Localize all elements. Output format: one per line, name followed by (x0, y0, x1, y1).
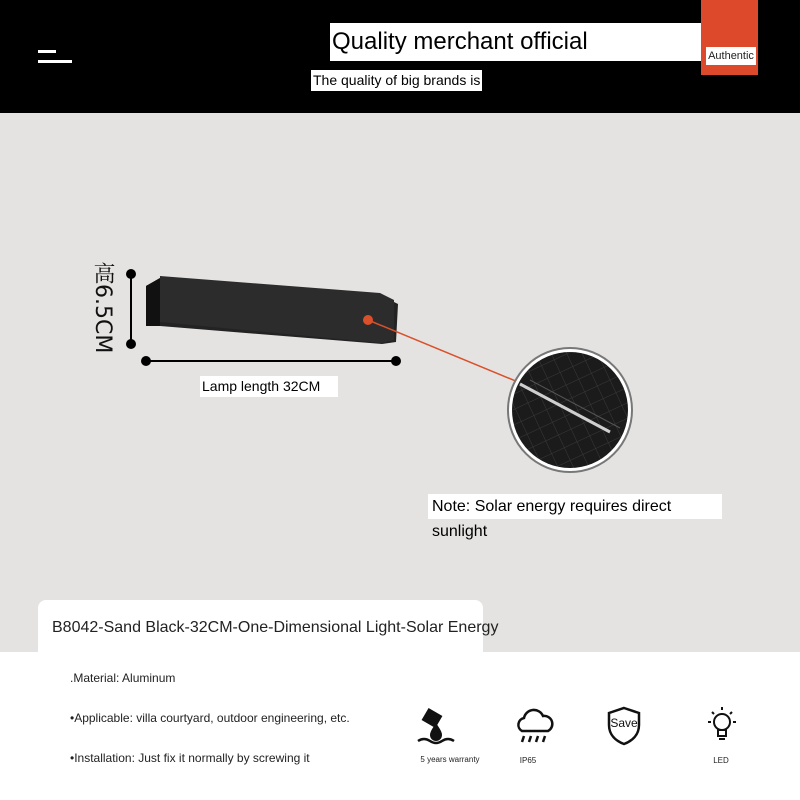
lamp-length-label: Lamp length 32CM (200, 376, 338, 397)
product-illustration (0, 113, 800, 613)
solar-panel-closeup (500, 340, 640, 480)
length-dimension-start (141, 356, 151, 366)
height-dimension-end (126, 339, 136, 349)
header-title: Quality merchant official (330, 23, 750, 61)
height-label: 高6.5CM (90, 262, 115, 354)
length-dimension-end (391, 356, 401, 366)
solar-note: Note: Solar energy requires direct sunlight (428, 494, 722, 519)
warranty-label: 5 years warranty (420, 755, 480, 764)
rain-cloud-icon (512, 707, 556, 749)
ip65-label: IP65 (519, 756, 537, 765)
waterproof-drop-icon (414, 705, 458, 747)
menu-icon[interactable] (38, 48, 72, 66)
spec-material: .Material: Aluminum (70, 671, 176, 685)
height-dimension-start (126, 269, 136, 279)
callout-line (368, 320, 518, 382)
product-title: B8042-Sand Black-32CM-One-Dimensional Light-Solar Energy (52, 619, 499, 636)
authentic-badge-label: Authentic (706, 47, 756, 65)
header-subtitle: The quality of big brands is (311, 70, 482, 91)
wall-lamp-image (146, 276, 398, 344)
spec-installation: •Installation: Just fix it normally by screwing it (70, 751, 310, 765)
save-label: Save (610, 716, 638, 730)
led-label: LED (713, 756, 729, 765)
spec-applicable: •Applicable: villa courtyard, outdoor engineering, etc. (70, 711, 350, 725)
callout-dot (363, 315, 373, 325)
light-bulb-icon (700, 704, 744, 746)
